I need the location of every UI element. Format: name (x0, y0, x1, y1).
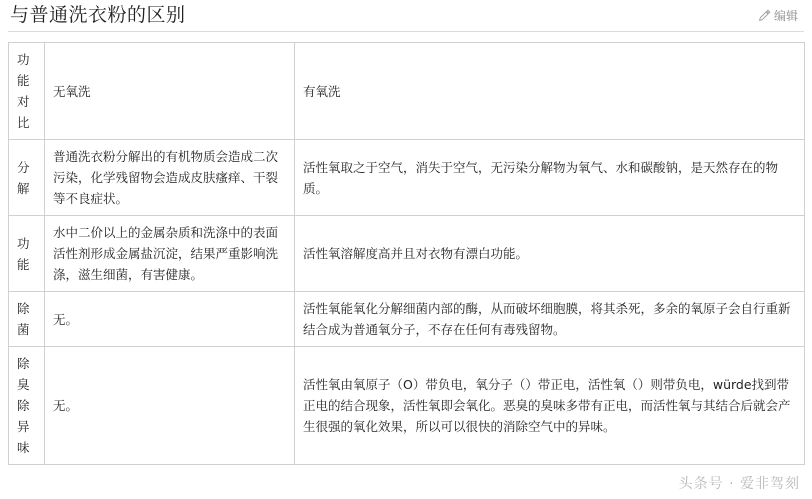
table-row (9, 216, 805, 292)
row-cell-regular: 无。 (45, 347, 295, 465)
row-label: 除臭除异味 (9, 347, 45, 465)
watermark: 头条号 · 爱非驾刻 (678, 476, 800, 492)
document-header (0, 0, 812, 34)
row-cell-oxygen: 活性氧能氧化分解细菌内部的酶，从而破坏细胞膜，将其杀死，多余的氧原子会自行重新结合成为普通氧分子，不存在任何有毒残留物。 (295, 292, 805, 347)
row-cell-regular: 无。 (45, 292, 295, 347)
pencil-icon (758, 9, 771, 22)
row-cell-regular: 普通洗衣粉分解出的有机物质会造成二次污染，化学残留物会造成皮肤瘙痒、干裂等不良症状。 (45, 140, 295, 216)
row-cell-regular: 水中二价以上的金属杂质和洗涤中的表面活性剂形成金属盐沉淀，结果严重影响洗涤，滋生细菌，有害健康。 (45, 216, 295, 292)
row-cell-oxygen: 活性氧溶解度高并且对衣物有漂白功能。 (295, 216, 805, 292)
edit-label: 编辑 (773, 9, 798, 23)
row-cell-oxygen: 有氧洗 (295, 43, 805, 140)
table-row (9, 347, 805, 465)
page-title: 与普通洗衣粉的区别 (10, 4, 186, 26)
edit-button[interactable] (758, 7, 798, 24)
row-label: 除菌 (9, 292, 45, 347)
row-cell-oxygen: 活性氧取之于空气，消失于空气，无污染分解物为氧气、水和碳酸钠，是天然存在的物质。 (295, 140, 805, 216)
row-cell-regular: 无氧洗 (45, 43, 295, 140)
title-divider (8, 31, 804, 32)
row-cell-oxygen: 活性氧由氧原子（O）带负电，氧分子（）带正电，活性氧（）则带负电，würde找到带正电的结合现象，活性氧即会氧化。恶臭的臭味多带有正电，而活性氧与其结合后就会产生很强的氧化效果，所以可以很快的消除空气中的异味。 (295, 347, 805, 465)
row-label: 功能 (9, 216, 45, 292)
table-row (9, 140, 805, 216)
comparison-table (8, 42, 805, 465)
table-row (9, 43, 805, 140)
comparison-table-wrap (0, 34, 812, 465)
row-label: 功能对比 (9, 43, 45, 140)
row-label: 分解 (9, 140, 45, 216)
table-row (9, 292, 805, 347)
